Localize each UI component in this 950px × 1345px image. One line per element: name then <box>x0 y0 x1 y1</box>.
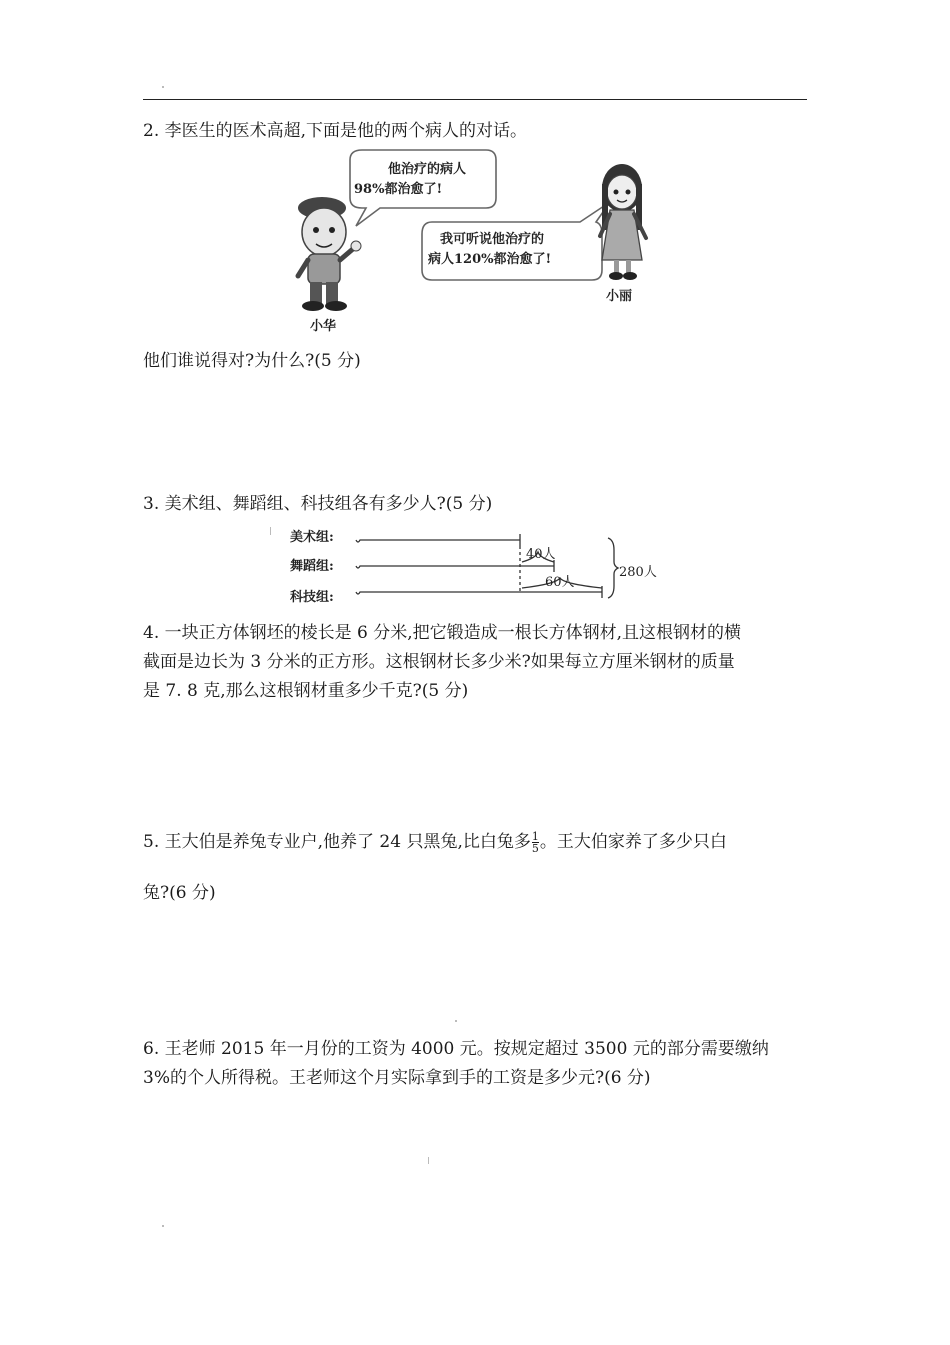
girl-name: 小丽 <box>606 289 633 304</box>
q5-text-part2: 。王大伯家养了多少只白 <box>539 832 727 852</box>
q4-line2: 截面是边长为 3 分米的正方形。这根钢材长多少米?如果每立方厘米钢材的质量 <box>143 652 735 672</box>
q4-line3: 是 7. 8 克,那么这根钢材重多少千克?(5 分) <box>143 681 469 701</box>
q2-title: 2. 李医生的医术高超,下面是他的两个病人的对话。 <box>143 121 528 141</box>
boy-name: 小华 <box>310 319 337 334</box>
total-label: 280人 <box>619 565 657 580</box>
scan-speck <box>162 1225 164 1227</box>
boy-figure-icon <box>298 197 361 311</box>
bubble2-line1: 我可听说他治疗的 <box>440 232 545 247</box>
dance-bar <box>356 566 554 568</box>
scan-speck <box>270 527 271 535</box>
q6-line2: 3%的个人所得税。王老师这个月实际拿到手的工资是多少元?(6 分) <box>143 1068 651 1088</box>
bubble1-line1: 他治疗的病人 <box>387 162 466 177</box>
scan-speck <box>455 1020 457 1022</box>
q5-line2: 兔?(6 分) <box>143 883 216 903</box>
q5-line1 <box>143 828 811 857</box>
q2-question: 他们谁说得对?为什么?(5 分) <box>143 351 361 371</box>
art-bar <box>356 540 520 542</box>
q6-line1: 6. 王老师 2015 年一月份的工资为 4000 元。按规定超过 3500 元的部分需要缴纳 <box>143 1039 769 1059</box>
fraction-denominator: 5 <box>531 842 539 855</box>
fraction-numerator: 1 <box>531 830 539 843</box>
row-label-tech: 科技组: <box>290 590 334 605</box>
scan-speck <box>162 86 164 88</box>
q4-line1: 4. 一块正方体钢坯的棱长是 6 分米,把它锻造成一根长方体钢材,且这根钢材的横 <box>143 623 742 643</box>
row-label-art: 美术组: <box>290 530 334 545</box>
header-rule <box>143 99 807 100</box>
row-label-dance: 舞蹈组: <box>290 559 334 574</box>
girl-figure-icon <box>600 164 646 280</box>
diff-60-label: 60人 <box>545 575 575 590</box>
bubble1-line2: 98%都治愈了! <box>354 182 443 197</box>
q3-title: 3. 美术组、舞蹈组、科技组各有多少人?(5 分) <box>143 494 493 514</box>
fraction-one-fifth <box>532 831 539 854</box>
scan-speck <box>428 1157 429 1164</box>
bubble2-line2: 病人120%都治愈了! <box>428 252 552 267</box>
diff-40-label: 40人 <box>526 547 556 562</box>
q5-text-part1: 5. 王大伯是养兔专业户,他养了 24 只黑兔,比白兔多 <box>143 832 531 852</box>
tech-bar <box>356 592 602 594</box>
